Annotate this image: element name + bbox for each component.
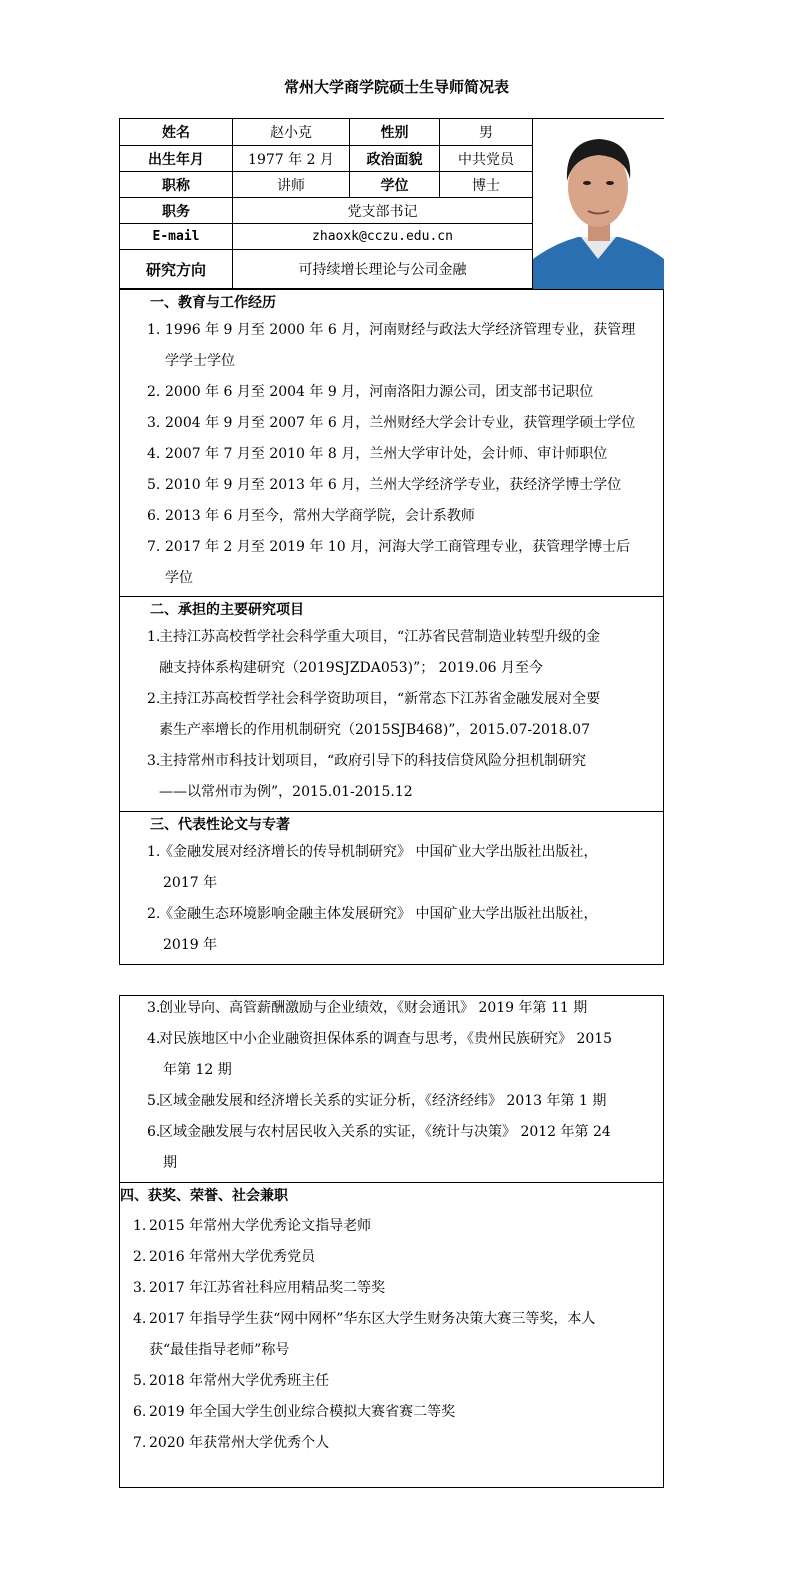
politics-label: 政治面貌 (350, 146, 440, 172)
gender-label: 性别 (350, 119, 440, 146)
name-label: 姓名 (120, 119, 233, 146)
item-text: 2004 年 9 月至 2007 年 6 月，兰州财经大学会计专业，获管理学硕士学位 (165, 415, 636, 431)
item-number: 1. (147, 322, 161, 338)
item-text-cont: ——以常州市为例”，2015.01-2015.12 (159, 784, 413, 800)
item-number: 6. (133, 1404, 147, 1420)
list-item (133, 1242, 661, 1273)
list-item (133, 1428, 661, 1459)
item-number: 3. (147, 753, 161, 769)
list-item (133, 1211, 661, 1242)
section-education (120, 289, 663, 596)
email-value: zhaoxk@cczu.edu.cn (233, 224, 533, 250)
list-item (147, 746, 662, 808)
list-item (147, 532, 662, 594)
list-item (147, 1024, 662, 1086)
item-text-cont: 2019 年 (163, 937, 218, 953)
list-item (147, 622, 662, 684)
item-text: 2017 年指导学生获“网中网杯”华东区大学生财务决策大赛三等奖，本人 (149, 1311, 596, 1327)
list-item (147, 315, 662, 377)
title-value: 讲师 (233, 172, 350, 198)
section-awards (120, 1182, 663, 1487)
item-text: 区域金融发展和经济增长关系的实证分析，《经济经纬》 2013 年第 1 期 (159, 1093, 607, 1109)
item-text: 主持江苏高校哲学社会科学资助项目，“新常态下江苏省金融发展对全要 (159, 691, 601, 707)
list-item (147, 684, 662, 746)
item-text: 《金融发展对经济增长的传导机制研究》 中国矿业大学出版社出版社， (159, 844, 598, 860)
item-number: 6. (147, 1124, 161, 1140)
list-item (147, 501, 662, 532)
degree-label: 学位 (350, 172, 440, 198)
item-number: 4. (147, 446, 161, 462)
item-text: 《金融生态环境影响金融主体发展研究》 中国矿业大学出版社出版社， (159, 906, 598, 922)
item-number: 1. (147, 844, 161, 860)
item-text: 2015 年常州大学优秀论文指导老师 (149, 1218, 372, 1234)
list-item (133, 1304, 661, 1366)
duty-label: 职务 (120, 198, 233, 224)
profile-table (119, 118, 664, 965)
name-value: 赵小克 (233, 119, 350, 146)
item-number: 2. (133, 1249, 147, 1265)
gender-value: 男 (440, 119, 533, 146)
item-number: 1. (147, 629, 161, 645)
item-text: 主持常州市科技计划项目，“政府引导下的科技信贷风险分担机制研究 (159, 753, 587, 769)
item-text: 创业导向、高管薪酬激励与企业绩效，《财会通讯》 2019 年第 11 期 (159, 1000, 588, 1016)
page-title: 常州大学商学院硕士生导师简况表 (283, 78, 509, 96)
section-publications (120, 811, 663, 964)
item-number: 2. (147, 691, 161, 707)
item-number: 7. (147, 539, 161, 555)
title-label: 职称 (120, 172, 233, 198)
item-text: 区域金融发展与农村居民收入关系的实证，《统计与决策》 2012 年第 24 (159, 1124, 611, 1140)
politics-value: 中共党员 (440, 146, 533, 172)
list-item (147, 993, 662, 1024)
item-number: 7. (133, 1435, 147, 1451)
research-label: 研究方向 (120, 250, 233, 289)
item-text: 主持江苏高校哲学社会科学重大项目，“江苏省民营制造业转型升级的金 (159, 629, 601, 645)
list-item (133, 1366, 661, 1397)
continuation-table (119, 995, 664, 1488)
item-text-cont: 学学士学位 (165, 353, 235, 369)
birth-label: 出生年月 (120, 146, 233, 172)
item-number: 2. (147, 384, 161, 400)
item-text-cont: 融支持体系构建研究（2019SJZDA053)”； 2019.06 月至今 (159, 660, 544, 676)
item-text-cont: 获“最佳指导老师”称号 (149, 1342, 290, 1358)
item-text: 2019 年全国大学生创业综合模拟大赛省赛二等奖 (149, 1404, 456, 1420)
item-number: 6. (147, 508, 161, 524)
email-label: E-mail (120, 224, 233, 250)
item-text: 2010 年 9 月至 2013 年 6 月，兰州大学经济学专业，获经济学博士学位 (165, 477, 622, 493)
duty-value: 党支部书记 (233, 198, 533, 224)
item-number: 2. (147, 906, 161, 922)
section-heading: 四、获奖、荣誉、社会兼职 (120, 1188, 288, 1204)
section-projects (120, 596, 663, 811)
list-item (147, 1086, 662, 1117)
list-item (147, 1117, 662, 1179)
list-item (147, 439, 662, 470)
item-text: 2017 年 2 月至 2019 年 10 月，河海大学工商管理专业，获管理学博士后 (165, 539, 631, 555)
list-item (147, 470, 662, 501)
birth-value: 1977 年 2 月 (233, 146, 350, 172)
item-text: 1996 年 9 月至 2000 年 6 月，河南财经与政法大学经济管理专业，获管理 (165, 322, 636, 338)
item-text: 2013 年 6 月至今，常州大学商学院，会计系教师 (165, 508, 475, 524)
list-item (147, 408, 662, 439)
item-text: 2016 年常州大学优秀党员 (149, 1249, 316, 1265)
item-number: 5. (147, 1093, 161, 1109)
item-number: 3. (147, 1000, 161, 1016)
item-text-cont: 期 (163, 1155, 177, 1171)
item-number: 3. (133, 1280, 147, 1296)
item-number: 4. (147, 1031, 161, 1047)
list-item (133, 1397, 661, 1428)
item-text-cont: 年第 12 期 (163, 1062, 232, 1078)
list-item (147, 899, 662, 961)
list-item (147, 837, 662, 899)
section-heading: 一、教育与工作经历 (150, 295, 276, 311)
list-item (147, 377, 662, 408)
item-number: 4. (133, 1311, 147, 1327)
item-text: 2020 年获常州大学优秀个人 (149, 1435, 330, 1451)
item-text-cont: 学位 (165, 570, 193, 586)
research-value: 可持续增长理论与公司金融 (233, 250, 533, 289)
item-number: 5. (147, 477, 161, 493)
section-heading: 三、代表性论文与专著 (150, 817, 290, 833)
item-text: 2017 年江苏省社科应用精品奖二等奖 (149, 1280, 386, 1296)
item-text: 2000 年 6 月至 2004 年 9 月，河南洛阳力源公司，团支部书记职位 (165, 384, 594, 400)
section-heading: 二、承担的主要研究项目 (150, 602, 304, 618)
item-text-cont: 素生产率增长的作用机制研究（2015SJB468)”，2015.07-2018.07 (159, 722, 590, 738)
item-number: 5. (133, 1373, 147, 1389)
item-text: 对民族地区中小企业融资担保体系的调查与思考，《贵州民族研究》 2015 (159, 1031, 613, 1047)
portrait-photo (533, 119, 664, 289)
item-text-cont: 2017 年 (163, 875, 218, 891)
item-number: 1. (133, 1218, 147, 1234)
item-text: 2018 年常州大学优秀班主任 (149, 1373, 330, 1389)
item-number: 3. (147, 415, 161, 431)
list-item (133, 1273, 661, 1304)
degree-value: 博士 (440, 172, 533, 198)
item-text: 2007 年 7 月至 2010 年 8 月，兰州大学审计处，会计师、审计师职位 (165, 446, 608, 462)
